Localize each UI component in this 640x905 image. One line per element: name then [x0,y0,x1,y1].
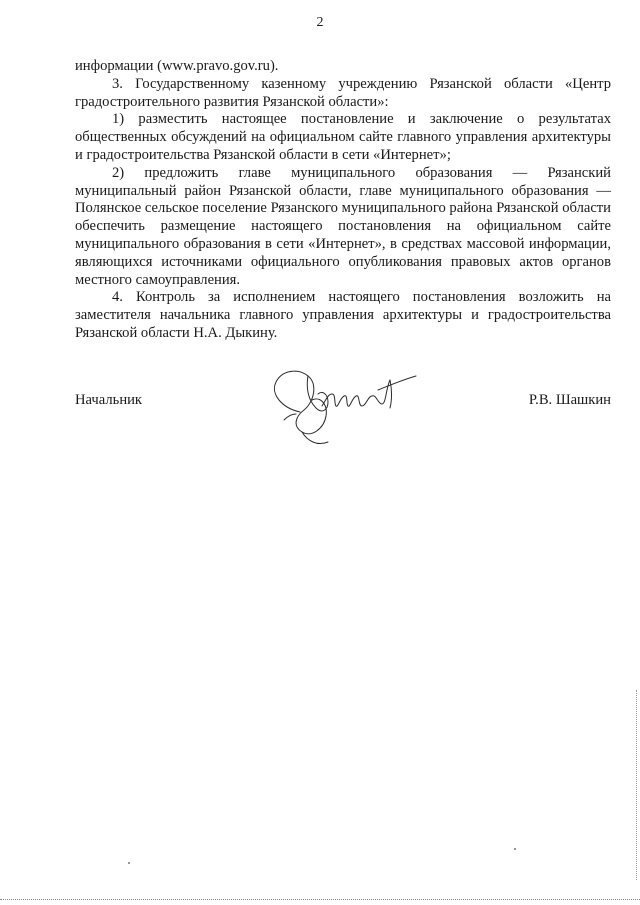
paragraph-subitem-1: 1) разместить настоящее постановление и заключение о результатах общественных обсуждений на официальном сайте главного управления архитектуры и градостроительства Рязанской области в сети «Интернет»; [75,111,611,163]
scan-bottom-line [0,899,640,901]
paragraph-item-3: 3. Государственному казенному учреждению Рязанской области «Центр градостроительного развития Рязанской области»: [75,75,611,110]
paragraph-continuation: информации (www.pravo.gov.ru). [75,58,279,74]
signatory-name: Р.В. Шашкин [528,392,611,408]
document-body [75,58,611,343]
paragraph-item-4: 4. Контроль за исполнением настоящего постановления возложить на заместителя начальника главного управления архитектуры и градостроительства Рязанской области Н.А. Дыкину. [75,289,611,341]
scan-edge-line [635,690,637,880]
page-number: 2 [316,15,324,30]
scan-speck [128,862,130,864]
signatory-title: Начальник [75,392,143,408]
scan-speck [514,848,516,850]
handwritten-signature [262,350,432,450]
paragraph-subitem-2: 2) предложить главе муниципального образования — Рязанский муниципальный район Рязанской области, главе муниципального образования — Полянское сельское поселение Рязанского муниципального района Рязанской области обеспечить размещение настоящего постановления на официальном сайте муниципального образования в сети «Интернет», в средствах массовой информации, являющихся источниками официального опубликования правовых актов органов местного самоуправления. [75,164,611,288]
